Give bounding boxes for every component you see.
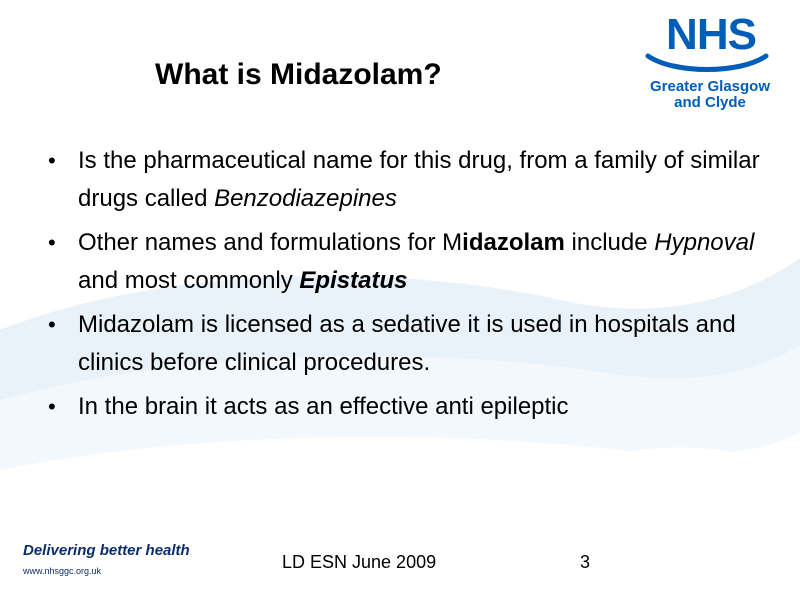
nhs-logo-text: NHS bbox=[666, 10, 756, 59]
nhs-logo-subtitle-line2: and Clyde bbox=[674, 94, 746, 111]
bullet-text-segment: include bbox=[564, 229, 655, 256]
bullet-text-segment: Hypnoval bbox=[654, 229, 755, 256]
bullet-dot-icon: • bbox=[48, 148, 56, 173]
footer-tagline: Delivering better health bbox=[23, 542, 190, 559]
bullet-text-segment: Epistatus bbox=[299, 267, 408, 294]
bullet-text-segment: Other names and formulations for M bbox=[78, 229, 463, 256]
footer-date: LD ESN June 2009 bbox=[282, 552, 437, 572]
bullet-item bbox=[48, 224, 768, 300]
bullet-item bbox=[48, 388, 768, 426]
nhs-logo bbox=[640, 10, 790, 120]
bullet-text-segment: idazolam bbox=[462, 229, 565, 256]
bullet-text-segment: Benzodiazepines bbox=[214, 185, 397, 212]
nhs-logo-wave-icon bbox=[644, 50, 770, 76]
bullet-dot-icon: • bbox=[48, 312, 56, 337]
footer-branding bbox=[23, 542, 190, 576]
bullet-item bbox=[48, 306, 768, 382]
bullet-text-segment: Is the pharmaceutical name for this drug, from a family of similar drugs called bbox=[78, 147, 760, 212]
slide-title: What is Midazolam? bbox=[155, 58, 442, 91]
nhs-logo-subtitle-line1: Greater Glasgow bbox=[649, 78, 771, 95]
slide-number: 3 bbox=[580, 552, 591, 572]
bullet-text-segment: Midazolam is licensed as a sedative it is used in hospitals and clinics before clinical procedures. bbox=[78, 311, 736, 376]
bullet-dot-icon: • bbox=[48, 230, 56, 255]
bullet-dot-icon: • bbox=[48, 394, 56, 419]
bullet-item bbox=[48, 142, 768, 218]
bullet-text-segment: and most commonly bbox=[78, 267, 300, 294]
bullet-list bbox=[48, 142, 768, 432]
bullet-text-segment: In the brain it acts as an effective anti epileptic bbox=[78, 393, 569, 420]
footer-url: www.nhsggc.org.uk bbox=[23, 566, 102, 576]
